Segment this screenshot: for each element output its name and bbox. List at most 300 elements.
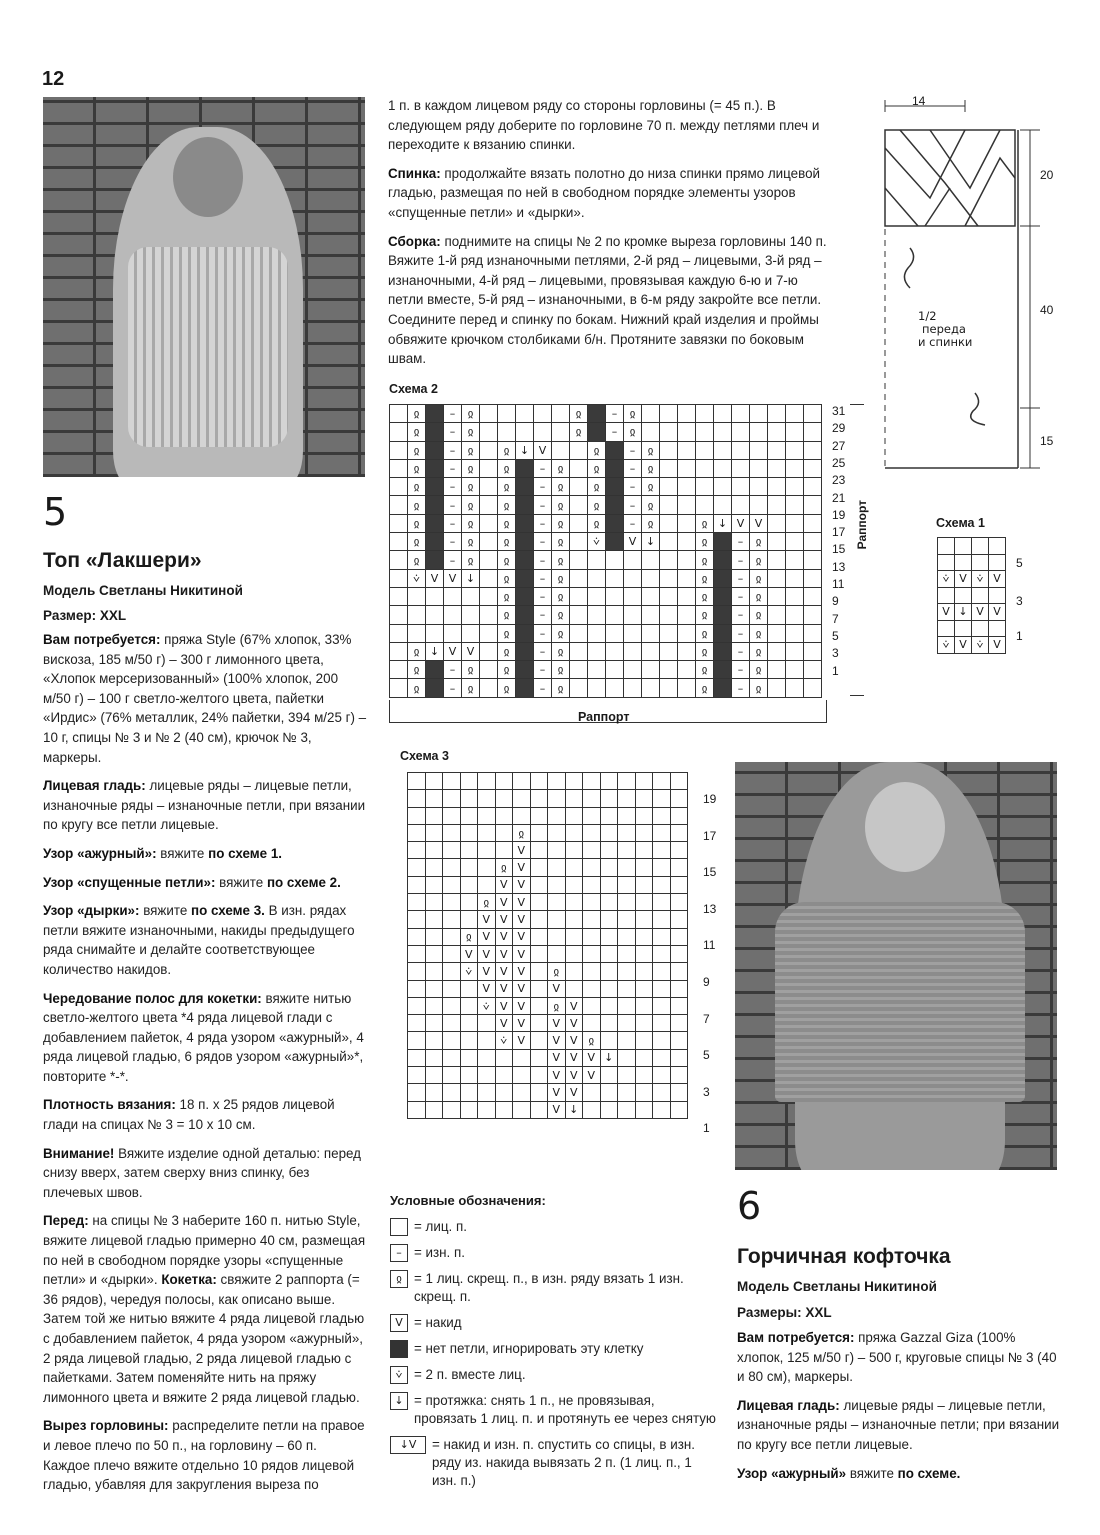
chart-cell xyxy=(583,773,601,790)
chart-cell xyxy=(408,997,426,1014)
chart-cell xyxy=(408,824,426,841)
legend-symbol-icon: ჲ xyxy=(390,1270,408,1288)
chart-cell: – xyxy=(534,459,552,477)
chart-cell xyxy=(588,587,606,605)
legend-symbol-icon: ⩒ xyxy=(390,1366,408,1384)
legend-text: = изн. п. xyxy=(414,1245,465,1260)
chart-cell xyxy=(618,1015,636,1032)
chart-cell: ჲ xyxy=(552,569,570,587)
chart-cell xyxy=(460,1032,478,1049)
chart-cell xyxy=(670,1101,688,1118)
chart-row xyxy=(390,496,822,514)
chart-cell xyxy=(670,773,688,790)
front-paragraph: Перед: на спицы № 3 наберите 160 п. нитью Style, вяжите лицевой гладью примерно 40 см, размещая по ней в свободном порядке узоры «спущенные петли» и «дырки». Кокетка: свяжите 2 раппорта (= 36 рядов), чередуя полосы, как описано выше. Затем той же нитью вяжите 4 ряда лицевой гладью с добавлением пайеток, 4 ряда узором «ажурный», 2 ряда лицевой гладью, 2 ряда лицевой гладью с пайетками. Затем поменяйте нить на пряжу лимонного цвета и вяжите 2 ряда лицевой гладью. xyxy=(43,1213,366,1405)
chart-cell xyxy=(618,1049,636,1066)
chart-cell xyxy=(460,807,478,824)
chart-cell: V xyxy=(444,642,462,660)
chart-cell xyxy=(786,551,804,569)
chart-row xyxy=(390,533,822,551)
chart-cell xyxy=(653,842,671,859)
chart-cell xyxy=(443,1084,461,1101)
chart-cell xyxy=(768,423,786,441)
chart-cell xyxy=(443,963,461,980)
chart-cell xyxy=(642,642,660,660)
chart-cell xyxy=(618,1032,636,1049)
chart-cell: ჲ xyxy=(750,624,768,642)
chart-cell xyxy=(618,980,636,997)
chart-cell xyxy=(955,620,972,637)
legend-text: = протяжка: снять 1 п., не провязывая, провязать 1 лиц. п. и протянуть ее через снятую xyxy=(414,1393,716,1426)
chart-row xyxy=(390,624,822,642)
chart-cell xyxy=(660,624,678,642)
chart-cell xyxy=(635,773,653,790)
chart-cell xyxy=(478,1032,496,1049)
chart-cell xyxy=(444,624,462,642)
chart-cell xyxy=(565,945,583,962)
chart-cell xyxy=(635,842,653,859)
chart-cell xyxy=(425,894,443,911)
chart-cell: V xyxy=(534,441,552,459)
chart-row xyxy=(408,1084,688,1101)
chart-cell xyxy=(696,478,714,496)
chart-cell xyxy=(588,624,606,642)
chart-cell xyxy=(495,1067,513,1084)
chart-cell xyxy=(408,859,426,876)
chart-cell xyxy=(714,587,732,605)
row-number: 9 xyxy=(832,594,839,609)
row-number: 13 xyxy=(832,559,846,574)
chart-cell: V xyxy=(478,928,496,945)
chart-cell xyxy=(732,496,750,514)
m6-needs-paragraph: Вам потребуется: пряжа Gazzal Giza (100% хлопок, 125 м/50 г) – 500 г, круговые спицы № 3 (40 и 80 см), маркеры. xyxy=(737,1330,1057,1385)
chart-cell: V xyxy=(513,842,531,859)
chart-cell xyxy=(565,980,583,997)
chart-cell xyxy=(443,945,461,962)
chart-cell xyxy=(408,876,426,893)
model-6-size: Размеры: XXL xyxy=(737,1305,832,1320)
chart-cell xyxy=(565,859,583,876)
chart-cell xyxy=(786,514,804,532)
chart-cell xyxy=(570,624,588,642)
chart-cell xyxy=(570,533,588,551)
chart-cell xyxy=(624,642,642,660)
chart-cell xyxy=(425,963,443,980)
chart-cell: ⩒ xyxy=(972,571,989,588)
chart-row xyxy=(938,554,1006,571)
chart-cell xyxy=(768,441,786,459)
chart-row xyxy=(390,405,822,423)
chart-cell: ჲ xyxy=(696,606,714,624)
chart-cell xyxy=(786,459,804,477)
chart-cell: – xyxy=(732,661,750,679)
chart-cell: V xyxy=(513,911,531,928)
chart-cell xyxy=(478,859,496,876)
chart-cell xyxy=(570,661,588,679)
chart-cell xyxy=(570,478,588,496)
chart-cell xyxy=(732,459,750,477)
chart-cell xyxy=(480,478,498,496)
chart-cell xyxy=(642,569,660,587)
chart-cell: ჲ xyxy=(498,624,516,642)
chart-cell: ჲ xyxy=(498,496,516,514)
chart-cell: – xyxy=(534,624,552,642)
chart-cell xyxy=(714,679,732,697)
chart-cell xyxy=(516,679,534,697)
chart-cell: ჲ xyxy=(583,1032,601,1049)
chart-cell: ⩒ xyxy=(588,533,606,551)
chart-cell xyxy=(513,773,531,790)
chart-cell xyxy=(606,514,624,532)
chart-cell xyxy=(606,496,624,514)
chart-row xyxy=(390,587,822,605)
chart-cell xyxy=(642,587,660,605)
chart-cell xyxy=(565,807,583,824)
chart-cell xyxy=(460,980,478,997)
chart-cell: ჲ xyxy=(750,661,768,679)
chart-cell: – xyxy=(732,642,750,660)
chart-cell: ჲ xyxy=(408,679,426,697)
chart-cell xyxy=(570,459,588,477)
chart-cell: – xyxy=(732,587,750,605)
scheme-2-repeat-bracket-right xyxy=(850,404,864,696)
chart-cell xyxy=(653,1032,671,1049)
chart-cell xyxy=(426,478,444,496)
chart-cell xyxy=(583,824,601,841)
chart-cell xyxy=(804,642,822,660)
chart-cell xyxy=(670,894,688,911)
chart-cell xyxy=(653,997,671,1014)
chart-cell: ↓ xyxy=(714,514,732,532)
page-number: 12 xyxy=(42,68,65,90)
row-number: 29 xyxy=(832,421,846,436)
chart-cell xyxy=(955,538,972,555)
chart-cell xyxy=(495,790,513,807)
chart-cell xyxy=(635,1101,653,1118)
chart-cell: ჲ xyxy=(462,514,480,532)
chart-cell: – xyxy=(444,661,462,679)
chart-row xyxy=(390,459,822,477)
chart-cell: – xyxy=(732,533,750,551)
chart-cell xyxy=(696,405,714,423)
chart-cell xyxy=(530,963,548,980)
chart-cell: – xyxy=(606,423,624,441)
row-number: 7 xyxy=(832,611,839,626)
chart-cell xyxy=(390,606,408,624)
chart-cell xyxy=(513,1049,531,1066)
chart-cell xyxy=(390,478,408,496)
chart-cell xyxy=(408,1084,426,1101)
chart-cell xyxy=(588,606,606,624)
lace-paragraph: Узор «ажурный»: вяжите по схеме 1. xyxy=(43,845,282,861)
chart-cell xyxy=(408,911,426,928)
chart-cell xyxy=(588,569,606,587)
chart-cell xyxy=(530,980,548,997)
chart-cell xyxy=(635,876,653,893)
chart-cell xyxy=(530,997,548,1014)
chart-cell xyxy=(955,554,972,571)
chart-cell xyxy=(600,928,618,945)
chart-cell xyxy=(670,1032,688,1049)
chart-cell xyxy=(408,790,426,807)
chart-cell xyxy=(583,807,601,824)
chart-cell xyxy=(624,679,642,697)
chart-cell xyxy=(660,551,678,569)
chart-cell: ჲ xyxy=(552,514,570,532)
chart-cell xyxy=(516,606,534,624)
chart-cell: – xyxy=(534,514,552,532)
chart-cell xyxy=(548,807,566,824)
chart-row xyxy=(408,1032,688,1049)
chart-cell: V xyxy=(989,637,1006,654)
chart-cell xyxy=(732,441,750,459)
chart-cell xyxy=(390,405,408,423)
chart-cell xyxy=(480,624,498,642)
chart-cell xyxy=(530,1101,548,1118)
chart-cell: ჲ xyxy=(750,606,768,624)
chart-cell: ჲ xyxy=(570,405,588,423)
chart-cell: ჲ xyxy=(498,661,516,679)
chart-cell xyxy=(678,661,696,679)
chart-cell: – xyxy=(624,441,642,459)
chart-cell xyxy=(460,859,478,876)
chart-cell xyxy=(478,1101,496,1118)
chart-cell xyxy=(570,496,588,514)
chart-cell: – xyxy=(534,642,552,660)
legend-text: = лиц. п. xyxy=(414,1219,467,1234)
chart-cell xyxy=(678,587,696,605)
chart-cell xyxy=(635,980,653,997)
chart-cell: V xyxy=(495,997,513,1014)
scheme-2-chart xyxy=(389,404,822,698)
chart-cell xyxy=(618,1067,636,1084)
chart-cell: V xyxy=(513,859,531,876)
chart-cell xyxy=(660,496,678,514)
chart-cell xyxy=(660,606,678,624)
chart-cell: ↓ xyxy=(642,533,660,551)
chart-cell xyxy=(478,1015,496,1032)
row-number: 31 xyxy=(832,404,846,418)
chart-row xyxy=(938,637,1006,654)
legend-title: Условные обозначения: xyxy=(390,1193,546,1208)
chart-cell xyxy=(516,405,534,423)
chart-cell xyxy=(516,478,534,496)
chart-cell: ჲ xyxy=(696,514,714,532)
chart-cell xyxy=(786,642,804,660)
chart-cell xyxy=(443,1049,461,1066)
chart-cell xyxy=(530,911,548,928)
chart-row xyxy=(390,441,822,459)
chart-cell: ↓ xyxy=(565,1101,583,1118)
chart-cell xyxy=(534,423,552,441)
chart-cell xyxy=(653,1101,671,1118)
chart-cell xyxy=(565,928,583,945)
chart-row xyxy=(938,538,1006,555)
chart-cell: V xyxy=(955,637,972,654)
chart-cell: ჲ xyxy=(552,587,570,605)
chart-cell xyxy=(443,928,461,945)
chart-cell xyxy=(606,478,624,496)
chart-cell xyxy=(478,1049,496,1066)
chart-cell xyxy=(670,1084,688,1101)
chart-cell: V xyxy=(548,980,566,997)
chart-cell xyxy=(460,790,478,807)
chart-cell: – xyxy=(732,569,750,587)
chart-row xyxy=(408,824,688,841)
chart-cell xyxy=(443,997,461,1014)
chart-cell: – xyxy=(444,423,462,441)
chart-cell: V xyxy=(513,876,531,893)
chart-cell xyxy=(390,514,408,532)
chart-cell xyxy=(696,459,714,477)
chart-cell xyxy=(618,997,636,1014)
chart-cell xyxy=(480,441,498,459)
chart-cell: V xyxy=(513,963,531,980)
chart-cell xyxy=(670,928,688,945)
chart-cell: ჲ xyxy=(552,496,570,514)
chart-cell xyxy=(786,405,804,423)
fold-mark-icon xyxy=(971,393,985,425)
chart-cell xyxy=(480,514,498,532)
chart-cell xyxy=(938,620,955,637)
chart-cell xyxy=(714,423,732,441)
chart-cell xyxy=(600,1015,618,1032)
chart-cell xyxy=(460,1049,478,1066)
chart-cell xyxy=(588,551,606,569)
chart-cell xyxy=(624,606,642,624)
chart-cell: V xyxy=(565,1032,583,1049)
chart-cell xyxy=(552,441,570,459)
chart-cell xyxy=(530,1032,548,1049)
chart-cell xyxy=(786,661,804,679)
chart-cell: ჲ xyxy=(570,423,588,441)
chart-cell xyxy=(642,405,660,423)
chart-cell xyxy=(732,423,750,441)
chart-cell xyxy=(624,661,642,679)
chart-cell xyxy=(530,1067,548,1084)
chart-cell xyxy=(653,1049,671,1066)
chart-cell: ჲ xyxy=(750,569,768,587)
chart-cell xyxy=(804,496,822,514)
chart-row xyxy=(390,679,822,697)
chart-cell xyxy=(443,1101,461,1118)
legend-item xyxy=(390,1392,720,1428)
chart-cell xyxy=(516,423,534,441)
chart-cell: – xyxy=(444,514,462,532)
chart-cell xyxy=(408,1032,426,1049)
chart-row xyxy=(408,1015,688,1032)
chart-cell xyxy=(425,773,443,790)
chart-cell: V xyxy=(495,1015,513,1032)
chart-cell: – xyxy=(534,569,552,587)
chart-cell xyxy=(600,1084,618,1101)
chart-cell xyxy=(565,842,583,859)
chart-cell xyxy=(714,606,732,624)
chart-cell xyxy=(390,624,408,642)
chart-cell xyxy=(678,514,696,532)
chart-cell xyxy=(462,606,480,624)
legend-text: = накид и изн. п. спустить со спицы, в изн. ряду из. накида вывязать 2 п. (1 лиц. п., 1 изн. п.) xyxy=(432,1437,695,1488)
chart-cell xyxy=(642,423,660,441)
chart-row xyxy=(390,423,822,441)
chart-cell xyxy=(653,911,671,928)
chart-row xyxy=(408,859,688,876)
dropped-paragraph: Узор «спущенные петли»: вяжите по схеме 2. xyxy=(43,874,341,890)
chart-cell xyxy=(565,911,583,928)
chart-cell xyxy=(588,661,606,679)
chart-cell xyxy=(552,405,570,423)
chart-cell: V xyxy=(513,945,531,962)
chart-cell xyxy=(390,642,408,660)
row-number: 13 xyxy=(703,901,717,916)
chart-cell: V xyxy=(565,1049,583,1066)
chart-cell xyxy=(714,478,732,496)
chart-cell: ↓ xyxy=(600,1049,618,1066)
chart-cell xyxy=(786,496,804,514)
chart-cell xyxy=(624,587,642,605)
chart-cell xyxy=(548,790,566,807)
row-number: 1 xyxy=(832,663,839,678)
chart-cell xyxy=(678,569,696,587)
chart-cell xyxy=(443,773,461,790)
chart-cell xyxy=(606,661,624,679)
chart-cell xyxy=(425,859,443,876)
chart-cell xyxy=(548,928,566,945)
chart-cell xyxy=(750,478,768,496)
chart-cell: ჲ xyxy=(642,514,660,532)
chart-cell xyxy=(972,538,989,555)
chart-cell xyxy=(660,459,678,477)
chart-cell xyxy=(390,661,408,679)
chart-cell xyxy=(583,963,601,980)
chart-cell xyxy=(618,824,636,841)
chart-cell xyxy=(804,551,822,569)
chart-cell: V xyxy=(548,1101,566,1118)
chart-cell xyxy=(460,911,478,928)
chart-row xyxy=(390,514,822,532)
chart-cell xyxy=(938,538,955,555)
model-5-photo xyxy=(43,97,365,477)
chart-cell xyxy=(670,980,688,997)
chart-cell xyxy=(653,1084,671,1101)
chart-cell xyxy=(530,773,548,790)
chart-cell xyxy=(804,624,822,642)
chart-cell: ⩒ xyxy=(478,997,496,1014)
chart-cell xyxy=(653,945,671,962)
chart-cell xyxy=(425,980,443,997)
chart-cell xyxy=(624,551,642,569)
chart-cell xyxy=(618,773,636,790)
chart-cell xyxy=(548,859,566,876)
chart-cell xyxy=(768,478,786,496)
chart-cell xyxy=(583,1015,601,1032)
chart-cell xyxy=(588,405,606,423)
row-number: 17 xyxy=(832,525,846,540)
chart-cell: ჲ xyxy=(498,642,516,660)
chart-cell: V xyxy=(444,569,462,587)
chart-cell xyxy=(635,911,653,928)
chart-cell xyxy=(678,642,696,660)
chart-cell: – xyxy=(732,679,750,697)
chart-cell: V xyxy=(565,1067,583,1084)
chart-cell xyxy=(678,423,696,441)
chart-cell xyxy=(804,423,822,441)
chart-cell xyxy=(516,587,534,605)
chart-cell xyxy=(495,807,513,824)
row-number: 27 xyxy=(832,438,846,453)
row-number: 9 xyxy=(703,975,710,989)
legend-item xyxy=(390,1436,720,1490)
chart-cell xyxy=(513,790,531,807)
